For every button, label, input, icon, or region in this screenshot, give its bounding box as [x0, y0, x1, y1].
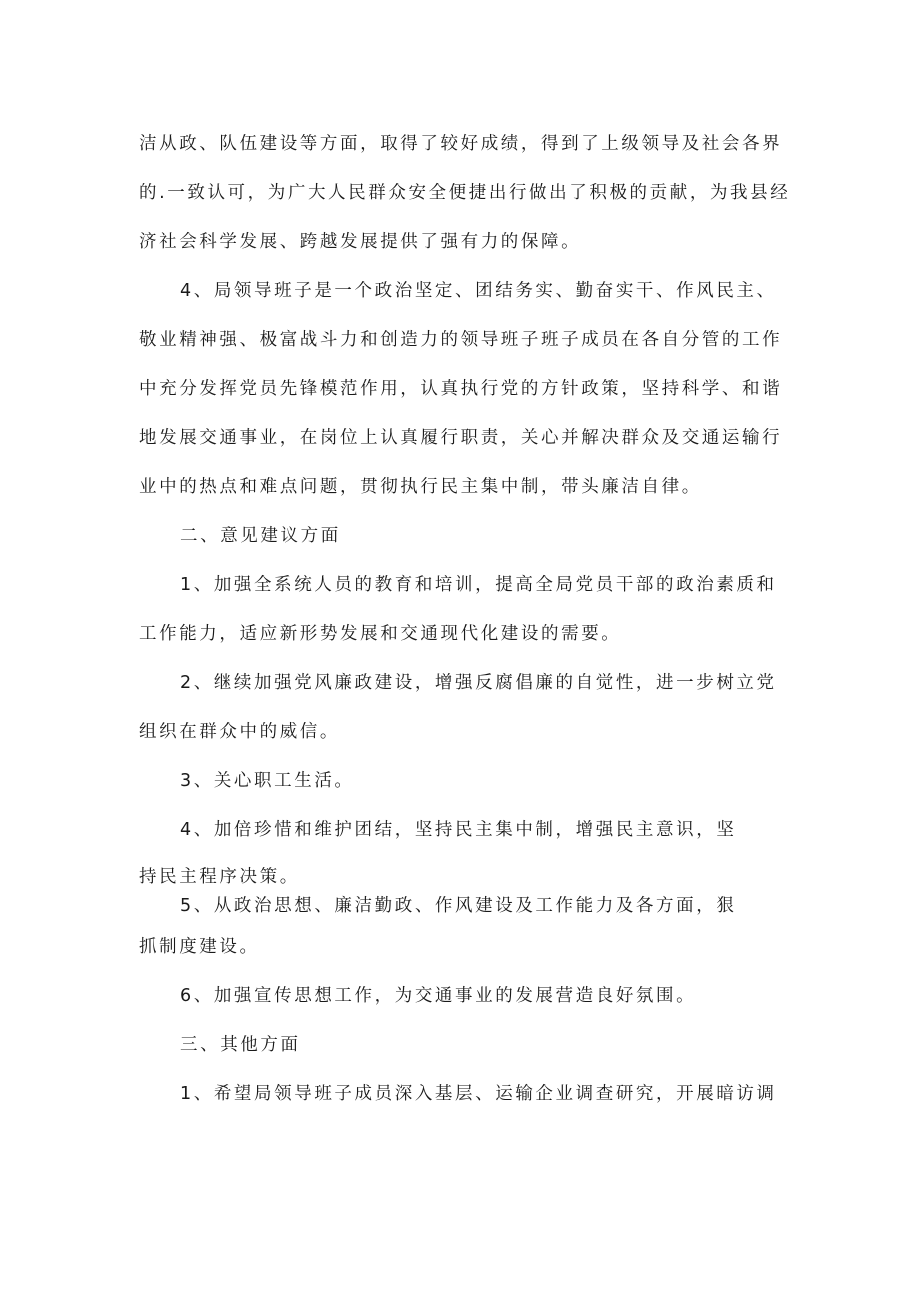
paragraph-line: 1、加强全系统人员的教育和培训，提高全局党员干部的政治素质和: [180, 575, 777, 595]
paragraph-line: 工作能力，适应新形势发展和交通现代化建设的需要。: [139, 624, 622, 644]
paragraph-line: 持民主程序决策。: [139, 867, 300, 887]
section-heading: 二、意见建议方面: [180, 526, 341, 546]
paragraph-line: 洁从政、队伍建设等方面，取得了较好成绩，得到了上级领导及社会各界: [139, 134, 783, 154]
paragraph-line: 济社会科学发展、跨越发展提供了强有力的保障。: [139, 232, 582, 252]
paragraph-line: 2、继续加强党风廉政建设，增强反腐倡廉的自觉性，进一步树立党: [180, 673, 777, 693]
paragraph-line: 中充分发挥党员先锋模范作用，认真执行党的方针政策，坚持科学、和谐: [139, 379, 783, 399]
paragraph-line: 4、加倍珍惜和维护团结，坚持民主集中制，增强民主意识，坚: [180, 820, 737, 840]
paragraph-line: 5、从政治思想、廉洁勤政、作风建设及工作能力及各方面，狠: [180, 896, 737, 916]
paragraph-line: 3、关心职工生活。: [180, 771, 355, 791]
section-heading: 三、其他方面: [180, 1035, 301, 1055]
paragraph-line: 4、局领导班子是一个政治坚定、团结务实、勤奋实干、作风民主、: [180, 281, 777, 301]
paragraph-line: 地发展交通事业，在岗位上认真履行职责，关心并解决群众及交通运输行: [139, 428, 783, 448]
paragraph-line: 业中的热点和难点问题，贯彻执行民主集中制，带头廉洁自律。: [139, 477, 702, 497]
paragraph-line: 6、加强宣传思想工作，为交通事业的发展营造良好氛围。: [180, 986, 697, 1006]
paragraph-line: 抓制度建设。: [139, 937, 260, 957]
paragraph-line: 敬业精神强、极富战斗力和创造力的领导班子班子成员在各自分管的工作: [139, 330, 783, 350]
paragraph-line: 的.一致认可，为广大人民群众安全便捷出行做出了积极的贡献，为我县经: [139, 183, 791, 203]
paragraph-line: 1、希望局领导班子成员深入基层、运输企业调查研究，开展暗访调: [180, 1084, 777, 1104]
paragraph-line: 组织在群众中的威信。: [139, 722, 340, 742]
